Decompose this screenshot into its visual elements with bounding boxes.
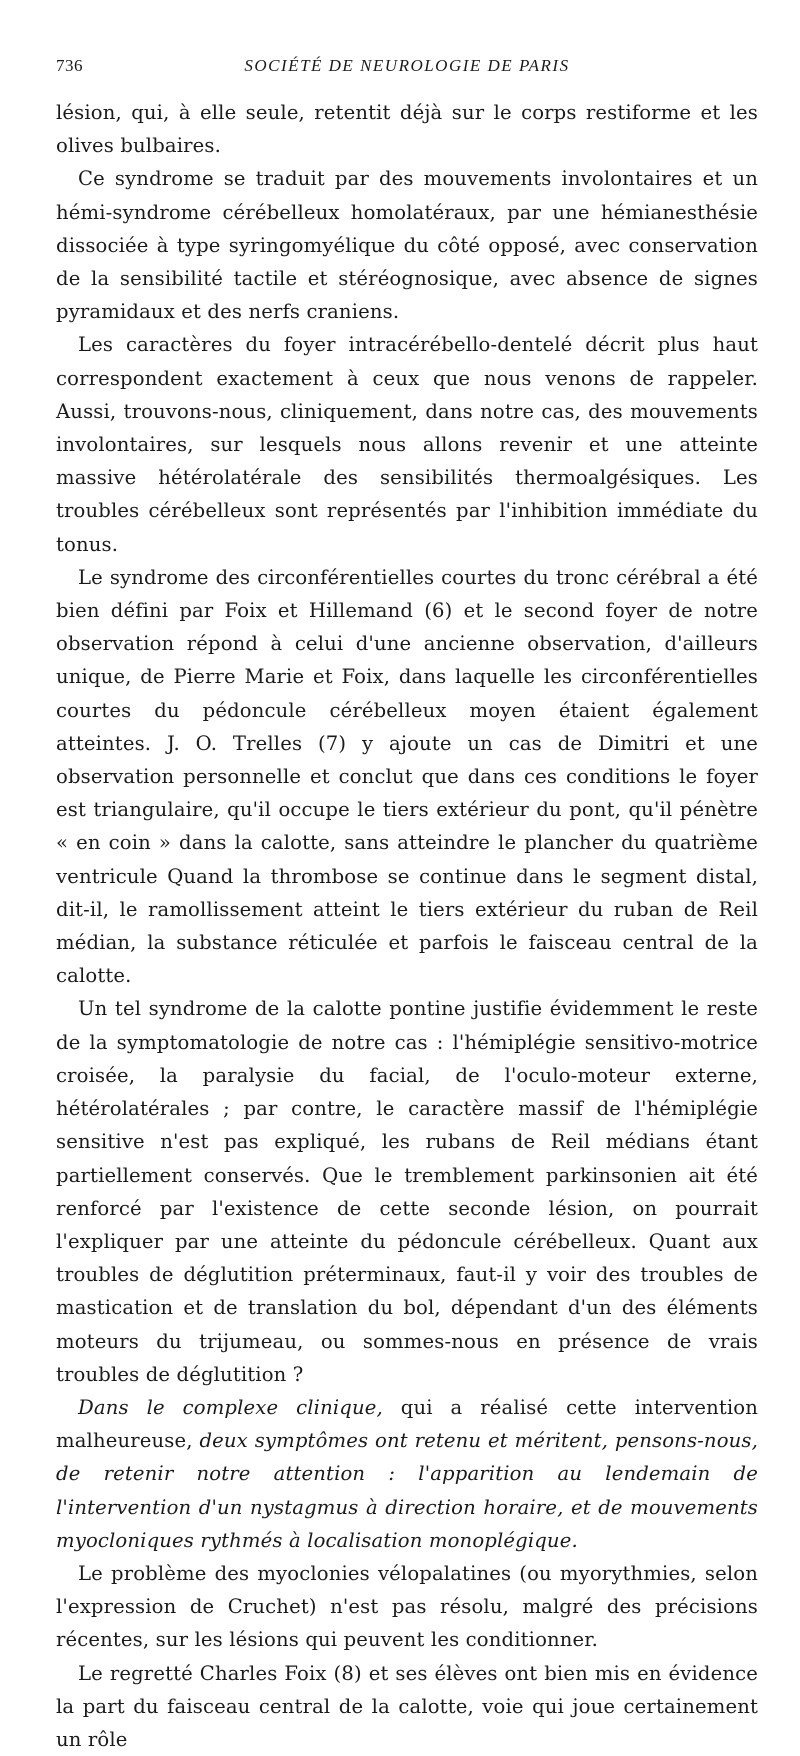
paragraph-foyer-characteristics: Les caractères du foyer intracérébello-dentelé décrit plus haut correspondent exactement à ceux que nous venons de rappeler. Aussi, trouvons-nous, cliniquement, dans notre cas, des mouvements involontaires, sur lesquels nous allons revenir et une atteinte massive hétérolatérale des sensibilités thermoalgésiques. Les troubles cérébelleux sont représentés par l'inhibition immédiate du tonus. — [56, 333, 758, 556]
running-head — [56, 56, 758, 82]
document-page — [56, 56, 758, 1756]
italic-lead: Dans le complexe clinique, — [78, 1395, 383, 1419]
paragraph-clinical-complex — [56, 1391, 758, 1557]
paragraph-plain-text: qui a réalisé cette intervention malheureuse, — [56, 1395, 758, 1453]
journal-title: SOCIÉTÉ DE NEUROLOGIE DE PARIS — [244, 56, 570, 75]
paragraph-syndrome: Ce syndrome se traduit par des mouvements involontaires et un hémi-syndrome cérébelleux homolatéraux, par une hémianesthésie dissociée à type syringomyélique du côté opposé, avec conservation de la sensibilité tactile et stéréognosique, avec absence de signes pyramidaux et des nerfs craniens. — [56, 167, 758, 324]
paragraph-circumferential-syndrome: Le syndrome des circonférentielles courtes du tronc cérébral a été bien défini par Foix et Hillemand (6) et le second foyer de notre observation répond à celui d'une ancienne observation, d'ailleurs unique, de Pierre Marie et Foix, dans laquelle les circonférentielles courtes du pédoncule cérébelleux moyen étaient également atteintes. J. O. Trelles (7) y ajoute un cas de Dimitri et une observation personnelle et conclut que dans ces conditions le foyer est triangulaire, qu'il occupe le tiers extérieur du pont, qu'il pénètre « en coin » dans la calotte, sans atteindre le plancher du quatrième ventricule Quand la thrombose se continue dans le segment distal, dit-il, le ramollissement atteint le tiers extérieur du ruban de Reil médian, la substance réticulée et parfois le faisceau central de la calotte. — [56, 565, 758, 988]
body-text — [56, 96, 758, 1756]
page-number: 736 — [56, 56, 83, 75]
paragraph-calotte-syndrome: Un tel syndrome de la calotte pontine justifie évidemment le reste de la symptomatologie de notre cas : l'hémiplégie sensitivo-motrice croisée, la paralysie du facial, de l'oculo-moteur externe, hétérolatérales ; par contre, le caractère massif de l'hémiplégie sensitive n'est pas expliqué, les rubans de Reil médians étant partiellement conservés. Que le tremblement parkinsonien ait été renforcé par l'existence de cette seconde lésion, on pourrait l'expliquer par une atteinte du pédoncule cérébelleux. Quant aux troubles de déglutition préterminaux, faut-il y voir des troubles de mastication et de translation du bol, dépendant d'un des éléments moteurs du trijumeau, ou sommes-nous en présence de vrais troubles de déglutition ? — [56, 997, 758, 1386]
italic-tail: deux symptômes ont retenu et méritent, pensons-nous, de retenir notre attention : l'apparition au lendemain de l'intervention d'un nystagmus à direction horaire, et de mouvements myocloniques rythmés à localisation monoplégique. — [56, 1429, 758, 1552]
paragraph-myoclonies: Le problème des myoclonies vélopalatines (ou myorythmies, selon l'expression de Cruchet) n'est pas résolu, malgré des précisions récentes, sur les lésions qui peuvent les conditionner. — [56, 1561, 758, 1652]
paragraph-charles-foix: Le regretté Charles Foix (8) et ses élèves ont bien mis en évidence la part du faisceau central de la calotte, voie qui joue certainement un rôle — [56, 1661, 758, 1751]
paragraph-continuation: lésion, qui, à elle seule, retentit déjà sur le corps restiforme et les olives bulbaires. — [56, 101, 758, 158]
